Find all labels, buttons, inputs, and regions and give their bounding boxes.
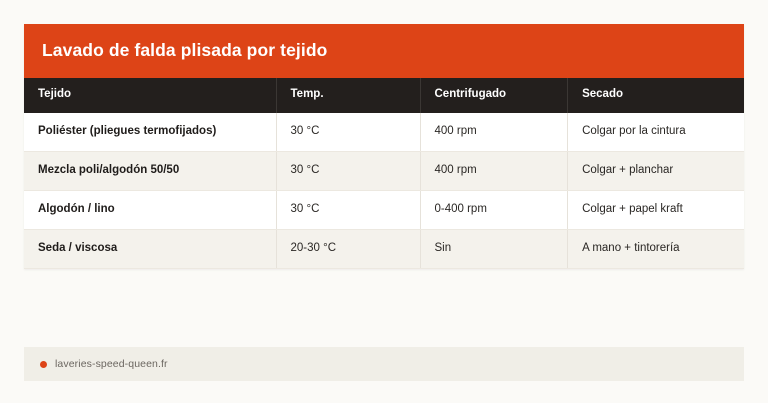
info-card: [24, 24, 744, 269]
cell-centrifugado: Sin: [420, 229, 568, 268]
cell-centrifugado: 400 rpm: [420, 113, 568, 151]
card-header: [24, 24, 744, 78]
source-footer: [24, 347, 744, 381]
cell-temp: 30 °C: [276, 190, 420, 229]
cell-secado: Colgar + papel kraft: [568, 190, 744, 229]
cell-secado: Colgar por la cintura: [568, 113, 744, 151]
page-title: Lavado de falda plisada por tejido: [42, 40, 328, 60]
cell-secado: Colgar + planchar: [568, 151, 744, 190]
bullet-dot-icon: [40, 361, 47, 368]
cell-tejido: Poliéster (pliegues termofijados): [24, 113, 276, 151]
table-row: [24, 113, 744, 151]
column-header-tejido: Tejido: [24, 78, 276, 113]
cell-temp: 30 °C: [276, 113, 420, 151]
cell-secado: A mano + tintorería: [568, 229, 744, 268]
column-header-secado: Secado: [568, 78, 744, 113]
table-row: [24, 229, 744, 268]
column-header-temp: Temp.: [276, 78, 420, 113]
table-row: [24, 190, 744, 229]
source-label: laveries-speed-queen.fr: [55, 358, 168, 370]
cell-centrifugado: 400 rpm: [420, 151, 568, 190]
cell-centrifugado: 0-400 rpm: [420, 190, 568, 229]
table-header: [24, 78, 744, 113]
column-header-centrifugado: Centrifugado: [420, 78, 568, 113]
table-header-row: [24, 78, 744, 113]
cell-tejido: Mezcla poli/algodón 50/50: [24, 151, 276, 190]
fabric-wash-table: [24, 78, 744, 269]
table-body: [24, 113, 744, 268]
cell-temp: 20-30 °C: [276, 229, 420, 268]
cell-tejido: Algodón / lino: [24, 190, 276, 229]
cell-tejido: Seda / viscosa: [24, 229, 276, 268]
cell-temp: 30 °C: [276, 151, 420, 190]
table-row: [24, 151, 744, 190]
